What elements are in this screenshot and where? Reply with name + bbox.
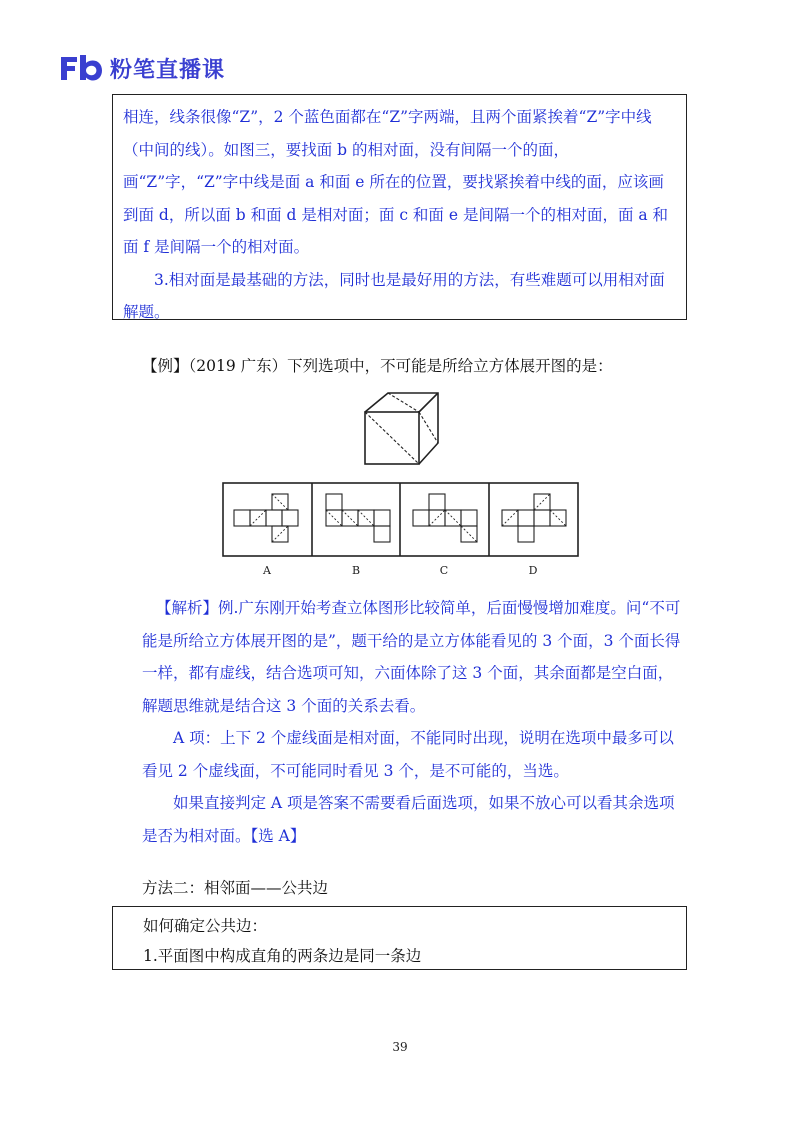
box1-paragraph-1: 相连，线条很像“Z”，2 个蓝色面都在“Z”字两端，且两个面紧挨着“Z”字中线（中间的线）。如图三，要找面 b 的相对面，没有间隔一个的面，画“Z”字，“Z”字中线是面 a 和面 e 所在的位置，要找紧挨着中线的面，应该画到面 d，所以面 b 和面 d 是相对面；面 c 和面 e 是间隔一个的相对面，面 a 和面 f 是间隔一个的相对面。 [123,108,669,256]
analysis-paragraph-1: 【解析】例.广东刚开始考查立体图形比较简单，后面慢慢增加难度。问“不可能是所给立方体展开图的是”，题干给的是立方体能看见的 3 个面，3 个面长得一样，都有虚线，结合选项可知，六面体除了这 3 个面，其余面都是空白面，解题思维就是结合这 3 个面的关系去看。 [142,599,681,715]
box1-paragraph-2: 3.相对面是最基础的方法，同时也是最好用的方法，有些难题可以用相对面解题。 [123,270,665,321]
option-label-b: B [351,564,361,577]
page-number: 39 [392,1040,408,1054]
option-label-c: C [439,564,449,577]
brand-name: 粉笔直播课 [110,57,226,83]
analysis-section [142,592,687,852]
option-label-d: D [528,564,538,577]
net-option-c [413,494,477,542]
net-option-b [326,494,390,542]
net-option-a [234,494,298,542]
option-label-a: A [263,564,271,577]
question-text: 【例】（2019 广东）下列选项中，不可能是所给立方体展开图的是： [142,357,613,375]
common-edge-box [112,906,687,970]
box2-line-1: 如何确定公共边： [143,917,268,935]
method-title: 方法二：相邻面——公共边 [142,879,329,897]
analysis-paragraph-3: 如果直接判定 A 项是答案不需要看后面选项，如果不放心可以看其余选项是否为相对面。【选 A】 [142,794,675,845]
cube-diagram [365,393,438,464]
box2-line-2: 1.平面图中构成直角的两条边是同一条边 [143,947,422,965]
net-option-d [502,494,566,542]
analysis-paragraph-2: A 项：上下 2 个虚线面是相对面，不能同时出现，说明在选项中最多可以看见 2 个虚线面，不可能同时看见 3 个，是不可能的，当选。 [142,729,674,780]
